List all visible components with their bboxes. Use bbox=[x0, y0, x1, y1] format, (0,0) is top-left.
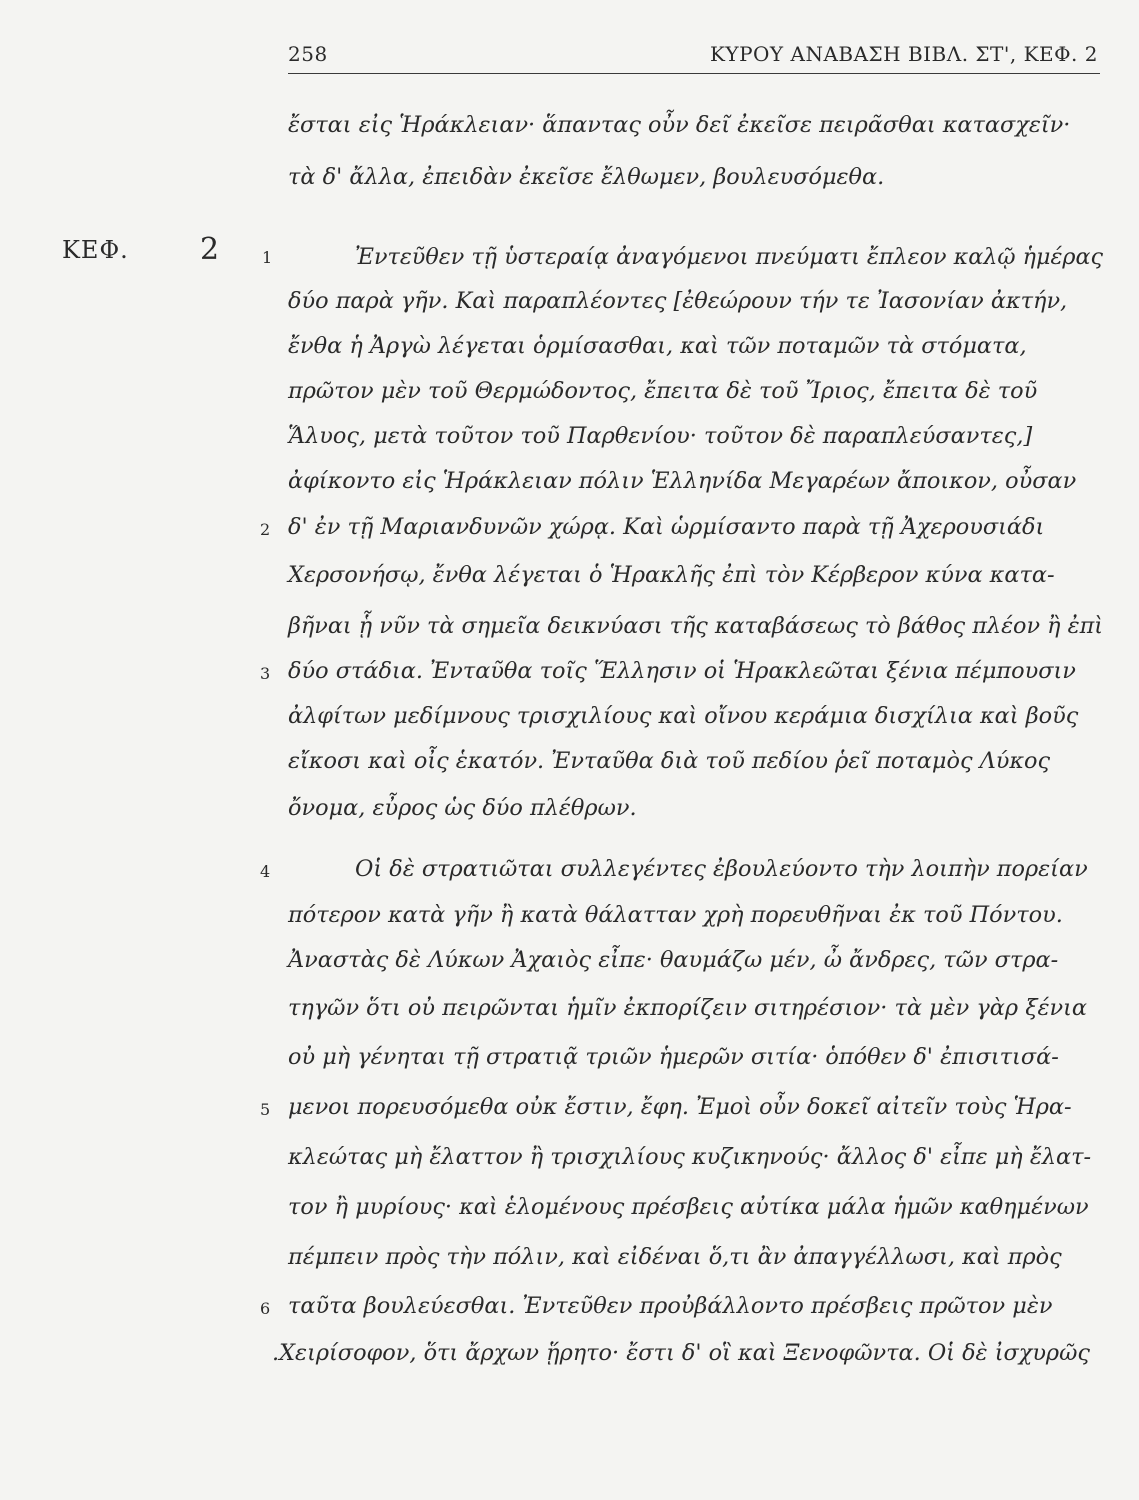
text-line: Ἐντεῦθεν τῇ ὑστεραίᾳ ἀναγόμενοι πνεύματι ἔπλεον καλῷ ἡμέρας bbox=[355, 244, 1103, 270]
text-line: πρῶτον μὲν τοῦ Θερμώδοντος, ἔπειτα δὲ τοῦ Ἴριος, ἔπειτα δὲ τοῦ bbox=[288, 378, 1038, 404]
text-line: τον ἢ μυρίους· καὶ ἑλομένους πρέσβεις αὐτίκα μάλα ἡμῶν καθημένων bbox=[288, 1194, 1089, 1220]
text-line: μενοι πορευσόμεθα οὐκ ἔστιν, ἔφη. Ἐμοὶ οὖν δοκεῖ αἰτεῖν τοὺς Ἡρα- bbox=[288, 1094, 1072, 1120]
text-line: ταῦτα βουλεύεσθαι. Ἐντεῦθεν προὐβάλλοντο πρέσβεις πρῶτον μὲν bbox=[288, 1293, 1053, 1319]
chapter-number: 2 bbox=[200, 232, 220, 267]
text-line: Ἀναστὰς δὲ Λύκων Ἀχαιὸς εἶπε· θαυμάζω μέν, ὦ ἄνδρες, τῶν στρα- bbox=[288, 947, 1059, 973]
page-number: 258 bbox=[288, 42, 328, 66]
text-line: ὄνομα, εὖρος ὡς δύο πλέθρων. bbox=[288, 795, 637, 821]
text-line: .Χειρίσοφον, ὅτι ἄρχων ᾕρητο· ἔστι δ' οἳ καὶ Ξενοφῶντα. Οἱ δὲ ἰσχυρῶς bbox=[272, 1340, 1090, 1366]
text-line: ἔσται εἰς Ἡράκλειαν· ἅπαντας οὖν δεῖ ἐκεῖσε πειρᾶσθαι κατασχεῖν· bbox=[288, 112, 1071, 138]
section-number-6: 6 bbox=[260, 1299, 271, 1318]
text-line: Οἱ δὲ στρατιῶται συλλεγέντες ἐβουλεύοντο τὴν λοιπὴν πορείαν bbox=[355, 856, 1088, 882]
text-line: εἴκοσι καὶ οἶς ἑκατόν. Ἐνταῦθα διὰ τοῦ πεδίου ῥεῖ ποταμὸς Λύκος bbox=[288, 748, 1051, 774]
text-line: ἀλφίτων μεδίμνους τρισχιλίους καὶ οἴνου κεράμια δισχίλια καὶ βοῦς bbox=[288, 703, 1079, 729]
text-line: Χερσονήσῳ, ἔνθα λέγεται ὁ Ἡρακλῆς ἐπὶ τὸν Κέρβερον κύνα κατα- bbox=[288, 562, 1055, 588]
text-line: πότερον κατὰ γῆν ἢ κατὰ θάλατταν χρὴ πορευθῆναι ἐκ τοῦ Πόντου. bbox=[288, 902, 1063, 928]
section-number-4: 4 bbox=[260, 862, 271, 881]
text-line: τὰ δ' ἄλλα, ἐπειδὰν ἐκεῖσε ἔλθωμεν, βουλευσόμεθα. bbox=[288, 164, 885, 190]
section-number-3: 3 bbox=[260, 664, 271, 683]
section-number-2: 2 bbox=[260, 520, 271, 539]
section-number-5: 5 bbox=[260, 1100, 271, 1119]
chapter-label: ΚΕΦ. bbox=[62, 236, 129, 264]
text-line: δ' ἐν τῇ Μαριανδυνῶν χώρᾳ. Καὶ ὡρμίσαντο παρὰ τῇ Ἀχερουσιάδι bbox=[288, 514, 1045, 540]
text-line: βῆναι ᾗ νῦν τὰ σημεῖα δεικνύασι τῆς καταβάσεως τὸ βάθος πλέον ἢ ἐπὶ bbox=[288, 613, 1103, 639]
text-line: κλεώτας μὴ ἔλαττον ἢ τρισχιλίους κυζικηνούς· ἄλλος δ' εἶπε μὴ ἔλατ- bbox=[288, 1144, 1092, 1170]
text-line: τηγῶν ὅτι οὐ πειρῶνται ἡμῖν ἐκπορίζειν σιτηρέσιον· τὰ μὲν γὰρ ξένια bbox=[288, 995, 1088, 1021]
text-line: δύο στάδια. Ἐνταῦθα τοῖς Ἕλλησιν οἱ Ἡρακλεῶται ξένια πέμπουσιν bbox=[288, 658, 1076, 684]
running-title: ΚΥΡΟΥ ΑΝΑΒΑΣΗ ΒΙΒΛ. ΣΤ', ΚΕΦ. 2 bbox=[709, 42, 1098, 66]
text-line: οὐ μὴ γένηται τῇ στρατιᾷ τριῶν ἡμερῶν σιτία· ὁπόθεν δ' ἐπισιτισά- bbox=[288, 1044, 1059, 1070]
text-line: ἔνθα ἡ Ἀργὼ λέγεται ὁρμίσασθαι, καὶ τῶν ποταμῶν τὰ στόματα, bbox=[288, 333, 1027, 359]
text-line: Ἅλυος, μετὰ τοῦτον τοῦ Παρθενίου· τοῦτον δὲ παραπλεύσαντες,] bbox=[288, 423, 1033, 449]
text-line: πέμπειν πρὸς τὴν πόλιν, καὶ εἰδέναι ὅ,τι ἂν ἀπαγγέλλωσι, καὶ πρὸς bbox=[288, 1244, 1062, 1270]
text-line: δύο παρὰ γῆν. Καὶ παραπλέοντες [ἐθεώρουν τήν τε Ἰασονίαν ἀκτήν, bbox=[288, 288, 1068, 314]
header-rule bbox=[288, 73, 1100, 74]
page-header bbox=[288, 42, 1098, 76]
section-number-1: 1 bbox=[262, 248, 273, 267]
text-line: ἀφίκοντο εἰς Ἡράκλειαν πόλιν Ἑλληνίδα Μεγαρέων ἄποικον, οὖσαν bbox=[288, 468, 1077, 494]
